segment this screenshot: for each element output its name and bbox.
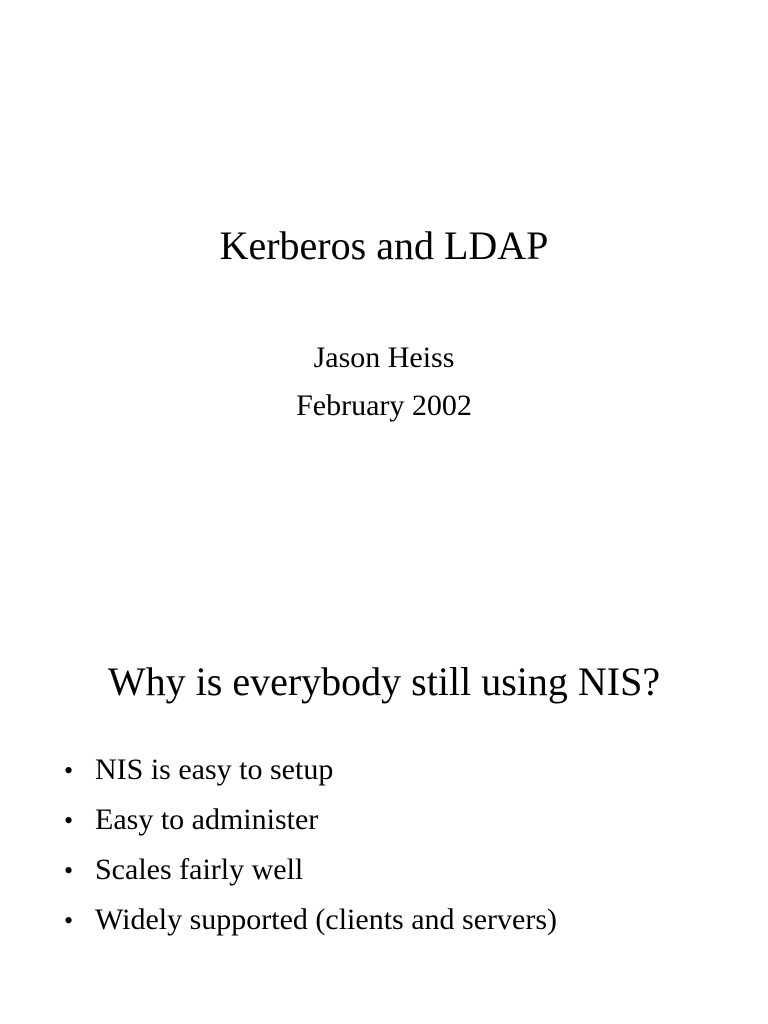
bullet-icon: • <box>64 856 74 885</box>
bullet-item <box>64 895 744 945</box>
bullet-list <box>64 745 744 945</box>
content-slide <box>0 512 768 1024</box>
slide-title: Kerberos and LDAP <box>219 223 549 268</box>
slide-title: Why is everybody still using NIS? <box>107 659 661 704</box>
author-name: Jason Heiss <box>313 341 455 374</box>
bullet-item <box>64 795 744 845</box>
bullet-icon: • <box>64 906 74 935</box>
bullet-icon: • <box>64 756 74 785</box>
bullet-text: NIS is easy to setup <box>95 753 334 786</box>
slide-subtitle <box>0 334 768 430</box>
bullet-icon: • <box>64 806 74 835</box>
presentation-date: February 2002 <box>296 389 472 422</box>
bullet-item <box>64 745 744 795</box>
bullet-text: Scales fairly well <box>95 853 304 886</box>
bullet-item <box>64 845 744 895</box>
bullet-text: Easy to administer <box>95 803 319 836</box>
bullet-text: Widely supported (clients and servers) <box>95 903 557 936</box>
